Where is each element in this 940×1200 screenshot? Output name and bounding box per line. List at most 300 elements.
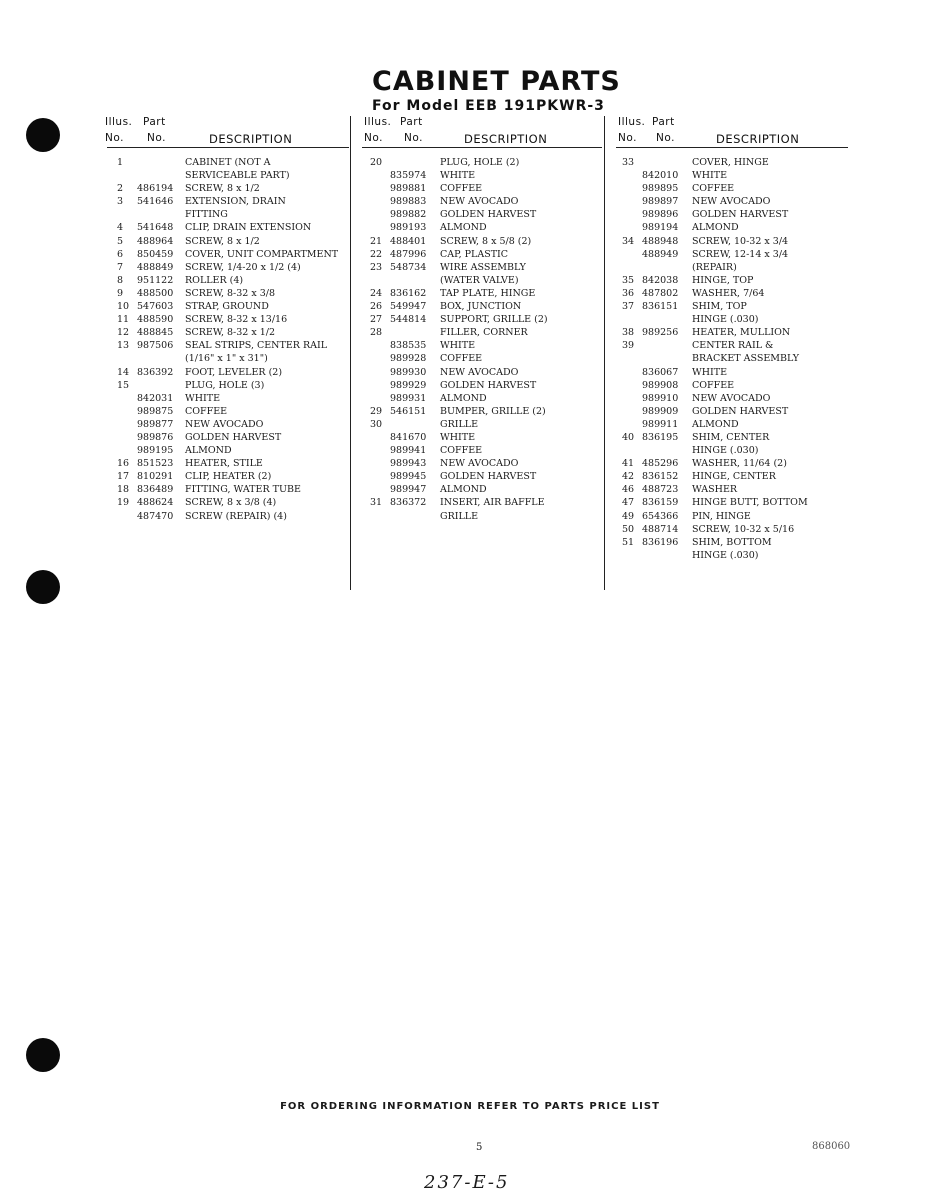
part-number: 836159 (642, 497, 679, 509)
part-number: 487802 (642, 287, 679, 299)
illus-number: 17 (117, 471, 130, 483)
part-description: NEW AVOCADO (185, 418, 264, 430)
table-row (107, 339, 349, 352)
table-row (616, 457, 848, 470)
part-description: SCREW, 8 x 1/2 (185, 183, 260, 195)
table-row (616, 523, 848, 536)
part-description: GOLDEN HARVEST (440, 379, 537, 391)
part-description: SCREW, 8-32 x 3/8 (185, 287, 276, 299)
table-row (616, 182, 848, 195)
part-description: EXTENSION, DRAIN (185, 196, 286, 208)
part-number: 836162 (390, 287, 427, 299)
table-row (107, 496, 349, 509)
part-number: 488401 (390, 235, 427, 247)
table-row (362, 300, 602, 313)
part-description: SEAL STRIPS, CENTER RAIL (185, 340, 328, 352)
header-part-no: No. (656, 132, 675, 144)
table-row (107, 470, 349, 483)
part-number: 488590 (137, 314, 174, 326)
part-description: ALMOND (440, 484, 487, 496)
part-number: 989896 (642, 209, 679, 221)
table-row (107, 195, 349, 208)
table-row (362, 352, 602, 365)
table-row (616, 352, 848, 365)
table-row (107, 418, 349, 431)
part-number: 810291 (137, 471, 174, 483)
table-row (107, 483, 349, 496)
table-row (107, 510, 349, 523)
part-number: 850459 (137, 248, 174, 260)
part-number: 989876 (137, 431, 174, 443)
part-description: WASHER (692, 484, 738, 496)
table-row (362, 287, 602, 300)
illus-number: 46 (622, 484, 635, 496)
table-row (107, 392, 349, 405)
table-row (616, 208, 848, 221)
table-row (616, 431, 848, 444)
table-row (616, 326, 848, 339)
part-description: NEW AVOCADO (440, 458, 519, 470)
table-row (616, 339, 848, 352)
part-description: NEW AVOCADO (692, 392, 771, 404)
part-description: COFFEE (440, 445, 483, 457)
header-illus: Illus. (364, 116, 392, 128)
illus-number: 26 (370, 301, 383, 313)
part-number: 836067 (642, 366, 679, 378)
part-description: COVER, HINGE (692, 157, 769, 168)
part-description: HINGE (.030) (692, 445, 759, 457)
illus-number: 24 (370, 287, 383, 299)
part-number: 989928 (390, 353, 427, 365)
part-description: GOLDEN HARVEST (440, 209, 537, 221)
table-row (107, 405, 349, 418)
table-row (362, 182, 602, 195)
part-description: HEATER, STILE (185, 458, 263, 470)
part-number: 836196 (642, 536, 679, 548)
table-row (362, 444, 602, 457)
part-description: HINGE, TOP (692, 274, 754, 286)
part-description: CABINET (NOT A (185, 157, 271, 168)
table-row (107, 300, 349, 313)
part-number: 486194 (137, 183, 174, 195)
binder-hole-top (26, 118, 60, 152)
part-number: 989897 (642, 196, 679, 208)
header-illus-no: No. (364, 132, 383, 144)
part-number: 989882 (390, 209, 427, 221)
table-row (362, 379, 602, 392)
table-row (616, 313, 848, 326)
parts-list (107, 156, 349, 523)
model-subtitle: For Model EEB 191PKWR-3 (372, 98, 605, 114)
part-description: SERVICEABLE PART) (185, 170, 290, 182)
illus-number: 13 (117, 340, 130, 352)
part-description: SCREW, 8 x 1/2 (185, 235, 260, 247)
part-description: WHITE (440, 170, 476, 182)
part-description: TAP PLATE, HINGE (440, 287, 536, 299)
part-description: BUMPER, GRILLE (2) (440, 405, 546, 417)
part-description: NEW AVOCADO (440, 366, 519, 378)
parts-list (362, 156, 602, 523)
part-number: 989910 (642, 392, 679, 404)
part-description: SHIM, CENTER (692, 431, 770, 443)
table-row (107, 379, 349, 392)
part-number: 541646 (137, 196, 174, 208)
column-header (362, 116, 602, 150)
table-row (362, 195, 602, 208)
part-number: 547603 (137, 301, 174, 313)
page-number: 5 (476, 1142, 483, 1153)
part-description: WASHER, 11/64 (2) (692, 458, 787, 470)
part-number: 989883 (390, 196, 427, 208)
table-row (616, 444, 848, 457)
illus-number: 50 (622, 523, 635, 535)
part-number: 488500 (137, 287, 174, 299)
illus-number: 29 (370, 405, 383, 417)
part-description: (WATER VALVE) (440, 274, 519, 286)
table-row (107, 457, 349, 470)
part-description: WHITE (692, 170, 728, 182)
table-row (362, 261, 602, 274)
parts-column-2 (362, 116, 602, 522)
part-description: COFFEE (692, 183, 735, 195)
part-number: 989875 (137, 405, 174, 417)
part-description: WHITE (440, 340, 476, 352)
part-description: SCREW, 12-14 x 3/4 (692, 248, 789, 260)
part-description: GRILLE (440, 510, 479, 522)
part-description: COFFEE (185, 405, 228, 417)
illus-number: 22 (370, 248, 383, 260)
part-number: 989881 (390, 183, 427, 195)
part-description: COFFEE (692, 379, 735, 391)
part-number: 989945 (390, 471, 427, 483)
illus-number: 5 (117, 235, 124, 247)
part-description: NEW AVOCADO (692, 196, 771, 208)
illus-number: 38 (622, 327, 635, 339)
page-title: CABINET PARTS (372, 66, 621, 97)
part-description: PIN, HINGE (692, 510, 751, 522)
illus-number: 20 (370, 157, 383, 168)
part-number: 989943 (390, 458, 427, 470)
table-row (362, 431, 602, 444)
table-row (362, 339, 602, 352)
header-part: Part (400, 116, 423, 128)
table-row (616, 169, 848, 182)
part-description: WIRE ASSEMBLY (440, 261, 526, 273)
part-number: 487470 (137, 510, 174, 522)
part-description: WHITE (692, 366, 728, 378)
part-description: HINGE BUTT, BOTTOM (692, 497, 808, 509)
part-description: SUPPORT, GRILLE (2) (440, 314, 548, 326)
table-row (107, 313, 349, 326)
part-number: 989931 (390, 392, 427, 404)
illus-number: 23 (370, 261, 383, 273)
illus-number: 19 (117, 497, 130, 509)
part-description: SCREW, 8-32 x 1/2 (185, 327, 276, 339)
header-description: DESCRIPTION (464, 132, 548, 146)
table-row (107, 366, 349, 379)
part-number: 951122 (137, 274, 174, 286)
part-number: 836392 (137, 366, 174, 378)
table-row (362, 208, 602, 221)
table-row (362, 510, 602, 523)
table-row (107, 274, 349, 287)
part-number: 485296 (642, 458, 679, 470)
parts-column-3 (616, 116, 848, 561)
document-code: 868060 (812, 1141, 851, 1152)
part-number: 836151 (642, 301, 679, 313)
part-description: WHITE (185, 392, 221, 404)
illus-number: 51 (622, 536, 635, 548)
ordering-info-footer: FOR ORDERING INFORMATION REFER TO PARTS PRICE LIST (280, 1101, 660, 1112)
part-number: 549947 (390, 301, 427, 313)
part-number: 488949 (642, 248, 679, 260)
handwritten-note: 237-E-5 (424, 1172, 510, 1193)
header-part: Part (652, 116, 675, 128)
illus-number: 3 (117, 196, 124, 208)
illus-number: 11 (117, 314, 130, 326)
illus-number: 35 (622, 274, 635, 286)
table-row (362, 405, 602, 418)
part-number: 842038 (642, 274, 679, 286)
part-description: SCREW, 8 x 5/8 (2) (440, 235, 532, 247)
illus-number: 27 (370, 314, 383, 326)
column-header (107, 116, 349, 150)
part-description: CLIP, DRAIN EXTENSION (185, 222, 312, 234)
part-description: SCREW, 10-32 x 5/16 (692, 523, 795, 535)
illus-number: 21 (370, 235, 383, 247)
parts-list (616, 156, 848, 562)
illus-number: 42 (622, 471, 635, 483)
header-description: DESCRIPTION (716, 132, 800, 146)
part-description: CENTER RAIL & (692, 340, 774, 352)
part-description: CLIP, HEATER (2) (185, 471, 272, 483)
table-row (616, 235, 848, 248)
part-description: BRACKET ASSEMBLY (692, 353, 799, 365)
table-row (107, 326, 349, 339)
part-description: GOLDEN HARVEST (692, 405, 789, 417)
part-number: 989929 (390, 379, 427, 391)
table-row (362, 418, 602, 431)
table-row (107, 182, 349, 195)
binder-hole-bottom (26, 1038, 60, 1072)
illus-number: 4 (117, 222, 124, 234)
part-description: ROLLER (4) (185, 274, 244, 286)
part-description: SCREW, 8-32 x 13/16 (185, 314, 288, 326)
part-description: GRILLE (440, 418, 479, 430)
part-number: 989895 (642, 183, 679, 195)
table-row (616, 261, 848, 274)
part-number: 836195 (642, 431, 679, 443)
header-part-no: No. (404, 132, 423, 144)
table-row (107, 444, 349, 457)
part-number: 488714 (642, 523, 679, 535)
part-description: FITTING, WATER TUBE (185, 484, 301, 496)
part-number: 546151 (390, 405, 427, 417)
part-number: 835974 (390, 170, 427, 182)
header-rule (616, 147, 848, 148)
header-part: Part (143, 116, 166, 128)
part-number: 488948 (642, 235, 679, 247)
part-description: HINGE (.030) (692, 314, 759, 326)
column-divider-2 (604, 116, 605, 590)
part-number: 544814 (390, 314, 427, 326)
illus-number: 8 (117, 274, 124, 286)
header-description: DESCRIPTION (209, 132, 293, 146)
table-row (616, 300, 848, 313)
illus-number: 10 (117, 301, 130, 313)
table-row (616, 221, 848, 234)
part-number: 989194 (642, 222, 679, 234)
illus-number: 9 (117, 287, 124, 299)
part-description: (REPAIR) (692, 261, 737, 273)
part-description: COFFEE (440, 353, 483, 365)
table-row (616, 418, 848, 431)
part-number: 989256 (642, 327, 679, 339)
table-row (107, 156, 349, 169)
part-description: WHITE (440, 431, 476, 443)
table-row (107, 169, 349, 182)
part-number: 851523 (137, 458, 174, 470)
part-number: 842010 (642, 170, 679, 182)
illus-number: 7 (117, 261, 124, 273)
part-description: COFFEE (440, 183, 483, 195)
table-row (616, 156, 848, 169)
illus-number: 12 (117, 327, 130, 339)
illus-number: 47 (622, 497, 635, 509)
illus-number: 28 (370, 327, 383, 339)
part-description: PLUG, HOLE (3) (185, 379, 265, 391)
part-number: 488845 (137, 327, 174, 339)
header-rule (362, 147, 602, 148)
header-illus-no: No. (105, 132, 124, 144)
part-number: 548734 (390, 261, 427, 273)
illus-number: 31 (370, 497, 383, 509)
part-number: 654366 (642, 510, 679, 522)
part-number: 488723 (642, 484, 679, 496)
part-description: WASHER, 7/64 (692, 287, 765, 299)
header-rule (107, 147, 349, 148)
part-number: 987506 (137, 340, 174, 352)
table-row (616, 195, 848, 208)
table-row (107, 235, 349, 248)
table-row (616, 470, 848, 483)
illus-number: 37 (622, 301, 635, 313)
table-row (107, 248, 349, 261)
table-row (616, 274, 848, 287)
table-row (362, 326, 602, 339)
header-part-no: No. (147, 132, 166, 144)
part-description: CAP, PLASTIC (440, 248, 509, 260)
part-description: SCREW, 1/4-20 x 1/2 (4) (185, 261, 301, 273)
part-number: 841670 (390, 431, 427, 443)
part-number: 541648 (137, 222, 174, 234)
table-row (616, 366, 848, 379)
illus-number: 33 (622, 157, 635, 168)
parts-column-1 (105, 116, 349, 522)
illus-number: 2 (117, 183, 124, 195)
table-row (362, 221, 602, 234)
header-illus-no: No. (618, 132, 637, 144)
part-description: SCREW, 10-32 x 3/4 (692, 235, 789, 247)
table-row (362, 313, 602, 326)
table-row (362, 169, 602, 182)
part-description: SCREW (REPAIR) (4) (185, 510, 287, 522)
table-row (616, 379, 848, 392)
illus-number: 14 (117, 366, 130, 378)
part-description: (1/16" x 1" x 31") (185, 353, 268, 365)
part-description: ALMOND (692, 222, 739, 234)
part-number: 989930 (390, 366, 427, 378)
table-row (362, 457, 602, 470)
part-number: 838535 (390, 340, 427, 352)
table-row (107, 431, 349, 444)
illus-number: 49 (622, 510, 635, 522)
table-row (107, 208, 349, 221)
part-description: FITTING (185, 209, 228, 221)
part-description: FILLER, CORNER (440, 327, 528, 339)
table-row (362, 483, 602, 496)
part-number: 836152 (642, 471, 679, 483)
part-number: 842031 (137, 392, 174, 404)
illus-number: 16 (117, 458, 130, 470)
illus-number: 36 (622, 287, 635, 299)
table-row (616, 549, 848, 562)
table-row (616, 248, 848, 261)
header-illus: Illus. (618, 116, 646, 128)
part-number: 488849 (137, 261, 174, 273)
table-row (616, 496, 848, 509)
part-number: 989908 (642, 379, 679, 391)
part-description: SCREW, 8 x 3/8 (4) (185, 497, 277, 509)
illus-number: 39 (622, 340, 635, 352)
column-divider-1 (350, 116, 351, 590)
part-number: 989941 (390, 445, 427, 457)
table-row (616, 483, 848, 496)
table-row (362, 156, 602, 169)
table-row (362, 248, 602, 261)
part-description: GOLDEN HARVEST (440, 471, 537, 483)
part-description: SHIM, BOTTOM (692, 536, 772, 548)
part-number: 487996 (390, 248, 427, 260)
table-row (107, 352, 349, 365)
part-description: SHIM, TOP (692, 301, 747, 313)
table-row (616, 287, 848, 300)
part-number: 836372 (390, 497, 427, 509)
part-number: 488964 (137, 235, 174, 247)
part-number: 989947 (390, 484, 427, 496)
part-description: FOOT, LEVELER (2) (185, 366, 283, 378)
header-illus: Illus. (105, 116, 133, 128)
table-row (616, 405, 848, 418)
part-number: 989911 (642, 418, 679, 430)
part-description: NEW AVOCADO (440, 196, 519, 208)
part-number: 989877 (137, 418, 174, 430)
table-row (107, 221, 349, 234)
illus-number: 1 (117, 157, 124, 168)
table-row (616, 510, 848, 523)
table-row (362, 392, 602, 405)
part-number: 836489 (137, 484, 174, 496)
table-row (362, 274, 602, 287)
table-row (362, 470, 602, 483)
illus-number: 30 (370, 418, 383, 430)
part-description: ALMOND (440, 392, 487, 404)
illus-number: 34 (622, 235, 635, 247)
part-description: HINGE (.030) (692, 549, 759, 561)
table-row (362, 496, 602, 509)
part-description: GOLDEN HARVEST (692, 209, 789, 221)
illus-number: 40 (622, 431, 635, 443)
